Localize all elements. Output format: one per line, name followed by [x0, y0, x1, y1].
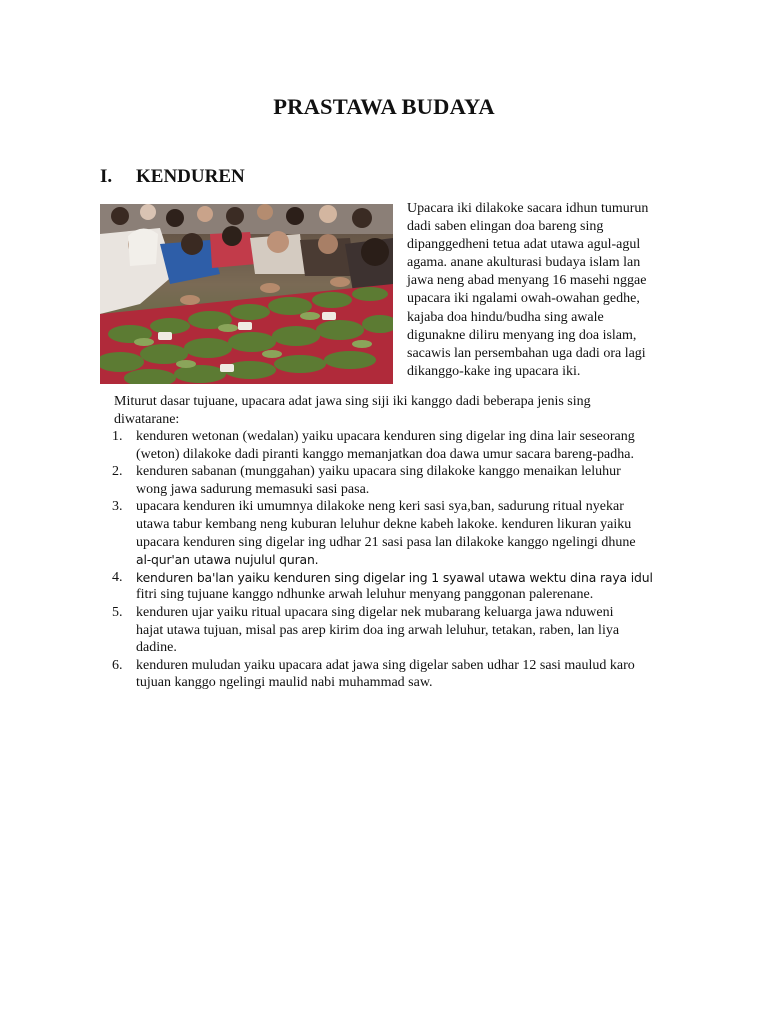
list-number: 5.: [112, 604, 123, 620]
text-line: kenduren muludan yaiku upacara adat jawa sing digelar saben udhar 12 sasi maulud karo: [136, 657, 635, 673]
list-number: 2.: [112, 464, 123, 480]
list-item: [112, 463, 692, 498]
list-item: [112, 657, 692, 692]
text-line: upacara iki ngalami owah-owahan gedhe,: [407, 291, 640, 307]
text-line: tujuan kanggo ngelingi maulid nabi muhammad saw.: [136, 675, 433, 691]
list-item: [112, 498, 692, 568]
list-item: [112, 569, 692, 604]
section-heading: [100, 166, 245, 188]
list-item: [112, 428, 692, 463]
text-line: wong jawa sadurung memasuki sasi pasa.: [136, 481, 370, 497]
text-line: upacara kenduren iki umumnya dilakoke neng keri sasi sya,ban, sadurung ritual nyekar: [136, 499, 624, 515]
text-line: jawa neng abad menyang 16 masehi nggae: [407, 273, 647, 289]
section-title: KENDUREN: [136, 166, 245, 187]
text-line: Miturut dasar tujuane, upacara adat jawa sing siji iki kanggo dadi beberapa jenis sing: [114, 394, 591, 409]
text-line: digunakne diliru menyang ing doa islam,: [407, 327, 637, 343]
kenduren-photo-illustration: [100, 204, 393, 384]
text-line: hajat utawa tujuan, misal pas arep kirim doa ing arwah leluhur, tetakan, raben, lan liya: [136, 622, 620, 638]
text-line: sacawis lan persembahan uga dadi ora lagi: [407, 345, 646, 361]
text-line: kenduren ujar yaiku ritual upacara sing digelar nek mubarang keluarga jawa nduweni: [136, 604, 614, 620]
list-number: 1.: [112, 429, 123, 444]
text-line: kajaba doa hindu/budha sing awale: [407, 309, 604, 325]
list-number: 6.: [112, 657, 123, 673]
text-line: dipanggedheni tetua adat utawa agul-agul: [407, 237, 641, 253]
text-line: kenduren sabanan (munggahan) yaiku upacara sing dilakoke kanggo menaikan leluhur: [136, 464, 621, 480]
text-line: al-qur'an utawa nujulul quran.: [136, 552, 319, 568]
list-number: 3.: [112, 499, 123, 515]
section-number: I.: [100, 166, 113, 187]
text-line: dikanggo-kake ing upacara iki.: [407, 363, 581, 379]
text-line: utawa tabur kembang neng kuburan leluhur dekne kabeh lakoke. kenduren likuran yaiku: [136, 516, 632, 532]
kenduren-types-list: [112, 428, 692, 692]
text-line: dadine.: [136, 640, 177, 656]
text-line: diwatarane:: [114, 411, 180, 427]
text-line: kenduren ba'lan yaiku kenduren sing digelar ing 1 syawal utawa wektu dina raya idul: [136, 569, 653, 585]
kenduren-photo: [100, 204, 393, 384]
text-line: fitri sing tujuane kanggo ndhunke arwah leluhur menyang panggonan palerenane.: [136, 587, 594, 603]
text-line: (weton) dilakoke dadi piranti kanggo memanjatkan doa dawa umur sacara bareng-padha.: [136, 446, 634, 462]
list-intro: [114, 393, 674, 428]
text-line: upacara kenduren sing digelar ing udhar 21 sasi pasa lan dilakoke kanggo ngelingi dhune: [136, 534, 636, 550]
text-line: Upacara iki dilakoke sacara idhun tumurun: [407, 201, 649, 216]
intro-paragraph: [407, 200, 679, 381]
text-line: agama. anane akulturasi budaya islam lan: [407, 255, 641, 271]
text-line: kenduren wetonan (wedalan) yaiku upacara kenduren sing digelar ing dina lair seseorang: [136, 429, 635, 444]
list-item: [112, 604, 692, 657]
list-number: 4.: [112, 569, 123, 585]
document-title: PRASTAWA BUDAYA: [273, 94, 495, 119]
text-line: dadi saben elingan doa bareng sing: [407, 219, 604, 235]
